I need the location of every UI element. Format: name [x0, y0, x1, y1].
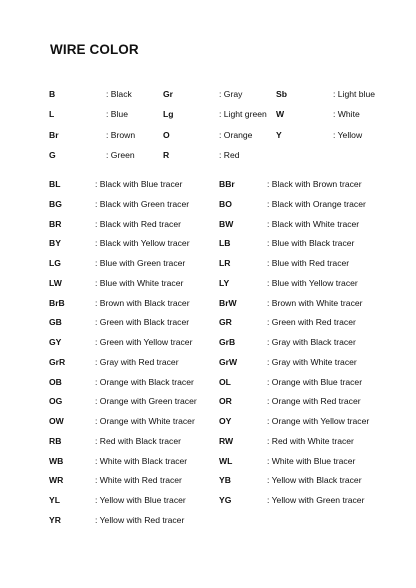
tracer-code: RB: [49, 435, 62, 446]
color-description: : Yellow: [333, 129, 363, 140]
tracer-code: BO: [219, 198, 232, 209]
tracer-description: : Orange with Blue tracer: [267, 376, 363, 387]
tracer-code: BBr: [219, 179, 235, 189]
tracer-code: BR: [49, 218, 62, 229]
color-description: : White: [333, 109, 360, 120]
tracer-description: : Yellow with Red tracer: [95, 514, 185, 525]
tracer-code: WL: [219, 455, 233, 466]
tracer-description: : Orange with Black tracer: [95, 376, 194, 387]
tracer-code: OR: [219, 396, 232, 407]
color-code: B: [49, 89, 56, 99]
tracer-description: : Yellow with Green tracer: [267, 495, 365, 505]
tracer-description: : Red with Black tracer: [95, 435, 181, 446]
tracer-description: : Blue with Black tracer: [267, 238, 355, 249]
tracer-description: : Green with Red tracer: [267, 317, 356, 328]
tracer-description: : White with Black tracer: [95, 455, 188, 466]
tracer-description: : Red with White tracer: [267, 435, 354, 446]
tracer-code: YG: [219, 495, 232, 505]
color-description: : Green: [106, 149, 135, 160]
color-description: : Light blue: [333, 89, 376, 99]
color-code: Lg: [163, 109, 174, 120]
tracer-description: : Black with Blue tracer: [95, 179, 183, 189]
color-code: W: [276, 109, 285, 120]
tracer-description: : Blue with Yellow tracer: [267, 277, 358, 288]
color-code: Gr: [163, 89, 174, 99]
tracer-code: OY: [219, 416, 232, 426]
tracer-code: WB: [49, 455, 64, 466]
tracer-code: LB: [219, 238, 231, 249]
tracer-description: : Black with Orange tracer: [267, 198, 366, 209]
tracer-description: : Black with White tracer: [267, 218, 360, 229]
tracer-description: : Green with Yellow tracer: [95, 337, 193, 347]
tracer-code: BL: [49, 179, 61, 189]
tracer-description: : Orange with Green tracer: [95, 396, 197, 407]
color-description: : Orange: [219, 129, 253, 140]
color-description: : Blue: [106, 109, 128, 120]
tracer-code: GrB: [219, 337, 236, 347]
color-code: Y: [276, 129, 282, 140]
tracer-code: RW: [219, 435, 234, 446]
tracer-code: GR: [219, 317, 232, 328]
tracer-code: OL: [219, 376, 231, 387]
color-code: O: [163, 129, 170, 140]
tracer-code: LW: [49, 277, 62, 288]
tracer-description: : Brown with White tracer: [267, 297, 363, 308]
tracer-description: : Orange with White tracer: [95, 416, 195, 426]
color-code: G: [49, 149, 56, 160]
tracer-description: : Green with Black tracer: [95, 317, 190, 328]
tracer-description: : Orange with Yellow tracer: [267, 416, 370, 426]
tracer-description: : Blue with Red tracer: [267, 258, 350, 268]
tracer-description: : Black with Green tracer: [95, 198, 190, 209]
tracer-code: LG: [49, 258, 61, 268]
tracer-code: BY: [49, 238, 61, 249]
page-title: WIRE COLOR: [50, 42, 139, 57]
tracer-description: : Yellow with Black tracer: [267, 475, 362, 486]
color-description: : Brown: [106, 129, 136, 140]
tracer-code: GB: [49, 317, 62, 328]
tracer-description: : Blue with White tracer: [95, 277, 184, 288]
tracer-description: : Gray with Black tracer: [267, 337, 356, 347]
tracer-description: : Black with Brown tracer: [267, 179, 362, 189]
tracer-description: : Blue with Green tracer: [95, 258, 186, 268]
tracer-description: : Gray with Red tracer: [95, 356, 179, 367]
tracer-description: : Orange with Red tracer: [267, 396, 361, 407]
color-description: : Gray: [219, 89, 243, 99]
tracer-code: GrW: [219, 356, 238, 367]
tracer-code: BW: [219, 218, 234, 229]
tracer-description: : Black with Yellow tracer: [95, 238, 190, 249]
tracer-code: GY: [49, 337, 62, 347]
color-description: : Light green: [219, 109, 267, 120]
tracer-code: OG: [49, 396, 63, 407]
tracer-code: YL: [49, 495, 60, 505]
tracer-code: YB: [219, 475, 231, 486]
tracer-code: LY: [219, 277, 230, 288]
color-code: L: [49, 109, 55, 120]
tracer-description: : Yellow with Blue tracer: [95, 495, 186, 505]
tracer-code: BrW: [219, 297, 237, 308]
tracer-description: : White with Blue tracer: [267, 455, 356, 466]
color-description: : Black: [106, 89, 132, 99]
tracer-description: : Black with Red tracer: [95, 218, 181, 229]
tracer-description: : White with Red tracer: [95, 475, 182, 486]
color-code: Br: [49, 129, 59, 140]
color-code: Sb: [276, 89, 287, 99]
color-code: R: [163, 149, 170, 160]
tracer-code: WR: [49, 475, 64, 486]
tracer-code: BrB: [49, 297, 65, 308]
tracer-code: BG: [49, 198, 62, 209]
tracer-description: : Gray with White tracer: [267, 356, 357, 367]
tracer-code: GrR: [49, 356, 66, 367]
tracer-code: OB: [49, 376, 62, 387]
tracer-description: : Brown with Black tracer: [95, 297, 190, 308]
tracer-code: YR: [49, 514, 61, 525]
color-description: : Red: [219, 149, 240, 160]
tracer-code: LR: [219, 258, 231, 268]
tracer-code: OW: [49, 416, 64, 426]
